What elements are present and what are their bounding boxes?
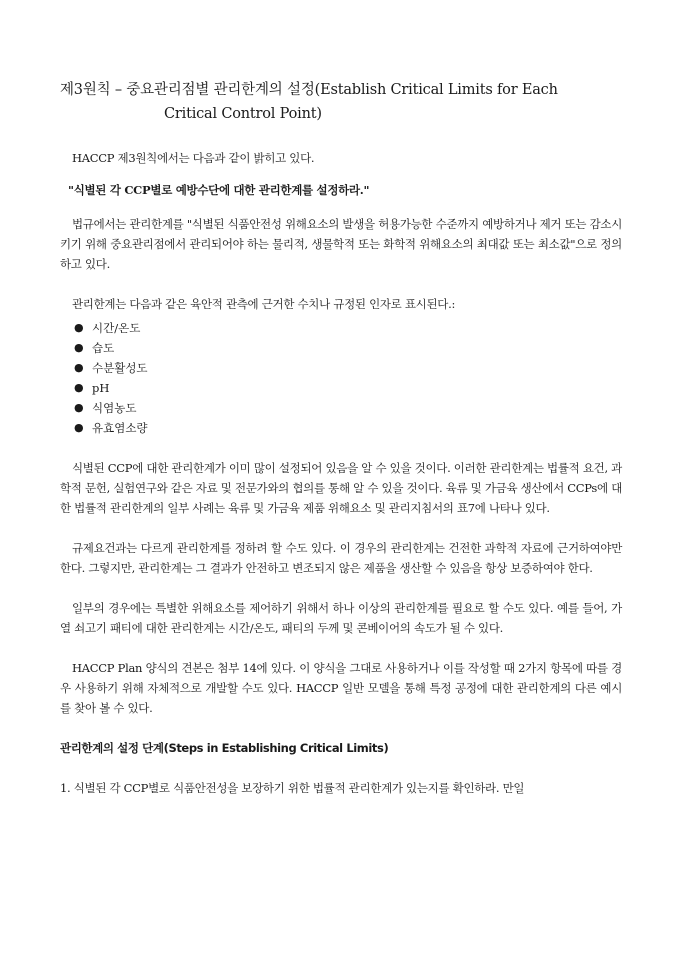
intro-paragraph: HACCP 제3원칙에서는 다음과 같이 밝히고 있다. xyxy=(72,151,315,165)
title-line-1: 제3원칙 – 중요관리점별 관리한계의 설정(Establish Critical Limits for Each xyxy=(60,82,558,98)
list-item: ● pH xyxy=(74,378,622,398)
list-item: ● 시간/온도 xyxy=(74,318,622,338)
bullet-icon: ● xyxy=(74,361,84,374)
list-item: ● 습도 xyxy=(74,338,622,358)
definition-paragraph: 법규에서는 관리한계를 "식별된 식품안전성 위해요소의 발생을 허용가능한 수준까지 예방하거나 제거 또는 감소시키기 위해 중요관리점에서 관리되어야 하는 물리적, 생물학적 또는 화학적 위해요소의 최대값 또는 최소값"으로 정의하고 있다. xyxy=(60,217,622,271)
list-item: ● 유효염소량 xyxy=(74,418,622,438)
list-item: ● 식염농도 xyxy=(74,398,622,418)
step-1: 1. 식별된 각 CCP별로 식품안전성을 보장하기 위한 법률적 관리한계가 있는지를 확인하라. 만일 xyxy=(60,781,525,795)
scientific-basis-paragraph: 규제요건과는 다르게 관리한계를 정하려 할 수도 있다. 이 경우의 관리한계는 건전한 과학적 자료에 근거하여야만 한다. 그렇지만, 관리한계는 그 결과가 안전하고 변조되지 않은 제품을 생산할 수 있음을 항상 보증하여야 한다. xyxy=(60,541,622,575)
section-heading: 관리한계의 설정 단계(Steps in Establishing Critical Limits) xyxy=(60,741,389,755)
principle-quote: "식별된 각 CCP별로 예방수단에 대한 관리한계를 설정하라." xyxy=(68,183,370,197)
bullet-icon: ● xyxy=(74,401,84,414)
bullet-icon: ● xyxy=(74,341,84,354)
page-title xyxy=(60,78,622,126)
legal-limits-paragraph: 식별된 CCP에 대한 관리한계가 이미 많이 설정되어 있음을 알 수 있을 것이다. 이러한 관리한계는 법률적 요건, 과학적 문헌, 실험연구와 같은 자료 및 전문가와의 협의를 통해 알 수 있을 것이다. 육류 및 가금육 생산에서 CCPs에 대한 법률적 관리한계의 일부 사례는 육류 및 가금육 제품 위해요소 및 관리지침서의 표7에 나타나 있다. xyxy=(60,461,622,515)
list-item: ● 수분활성도 xyxy=(74,358,622,378)
document-page xyxy=(60,78,622,798)
multiple-limits-paragraph: 일부의 경우에는 특별한 위해요소를 제어하기 위해서 하나 이상의 관리한계를 필요로 할 수도 있다. 예를 들어, 가열 쇠고기 패티에 대한 관리한계는 시간/온도, 패티의 두께 및 콘베이어의 속도가 될 수 있다. xyxy=(60,601,622,635)
bullet-icon: ● xyxy=(74,321,84,334)
title-line-2: Critical Control Point) xyxy=(164,106,322,122)
haccp-plan-form-paragraph: HACCP Plan 양식의 견본은 첨부 14에 있다. 이 양식을 그대로 사용하거나 이를 작성할 때 2가지 항목에 따를 경우 사용하기 위해 자체적으로 개발할 수도 있다. HACCP 일반 모델을 통해 특정 공정에 대한 관리한계의 다른 예시를 찾아 볼 수 있다. xyxy=(60,661,622,715)
bullet-icon: ● xyxy=(74,381,84,394)
critical-limit-factor-list xyxy=(60,318,622,438)
list-intro: 관리한계는 다음과 같은 육안적 관측에 근거한 수치나 규정된 인자로 표시된다.: xyxy=(72,297,456,311)
bullet-icon: ● xyxy=(74,421,84,434)
